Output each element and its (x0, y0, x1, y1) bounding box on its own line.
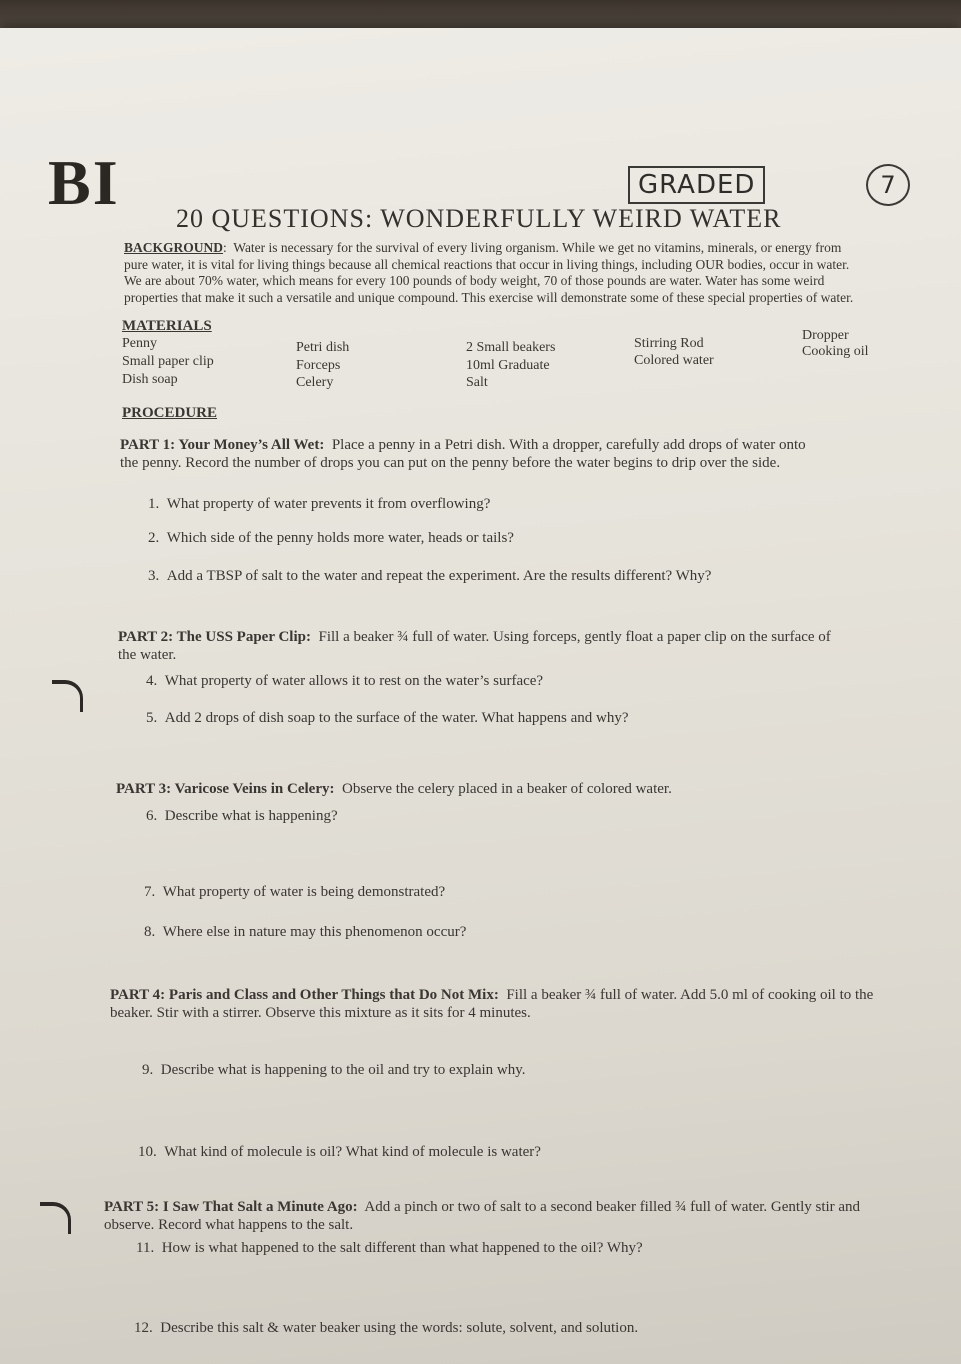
material-item: Small paper clip (122, 354, 214, 369)
question-10: 10. What kind of molecule is oil? What kind of molecule is water? (138, 1144, 541, 1160)
question-4: 4. What property of water allows it to rest on the water’s surface? (146, 673, 544, 689)
part-4-intro (110, 986, 878, 1022)
question-6: 6. Describe what is happening? (146, 808, 338, 824)
materials-heading: MATERIALS (122, 318, 212, 334)
part-5-intro (104, 1198, 904, 1234)
material-item: 2 Small beakers (466, 340, 556, 355)
background-paragraph: BACKGROUND: Water is necessary for the survival of every living organism. While we get no vitamins, minerals, or energy from pure water, it is vital for living things because all chemical reactions that occur in living things, including OUR bodies, occur in water. We are about 70% water, which means for every 100 pounds of body weight, 70 of those pounds are water. Water has some weird properties that make it such a versatile and unique compound. This exercise will demonstrate some of these special properties of water. (124, 240, 854, 305)
part-1-text: Place a penny in a Petri dish. With a dropper, carefully add drops of water onto the penny. Record the number of drops you can put on the penny before the water begins to drip over the side. (120, 437, 806, 471)
margin-mark (52, 680, 83, 712)
part-2-text: Fill a beaker ¾ full of water. Using forceps, gently float a paper clip on the surface of the water. (118, 629, 831, 663)
part-3-title: PART 3: Varicose Veins in Celery: (116, 781, 335, 797)
question-9: 9. Describe what is happening to the oil and try to explain why. (142, 1062, 526, 1078)
question-7: 7. What property of water is being demonstrated? (144, 884, 446, 900)
material-item: Dropper (802, 328, 849, 343)
question-3: 3. Add a TBSP of salt to the water and repeat the experiment. Are the results different? Why? (148, 568, 712, 584)
part-2-title: PART 2: The USS Paper Clip: (118, 629, 311, 645)
part-3-intro (116, 780, 836, 798)
worksheet-page (0, 28, 961, 1364)
graded-stamp: GRADED (628, 166, 765, 204)
margin-mark (40, 1202, 71, 1234)
part-5-title: PART 5: I Saw That Salt a Minute Ago: (104, 1199, 358, 1215)
material-item: Salt (466, 375, 488, 390)
material-item: Dish soap (122, 372, 178, 387)
material-item: Forceps (296, 358, 341, 373)
background-text: Water is necessary for the survival of every living organism. While we get no vitamins, minerals, or energy from pure water, it is vital for living things because all chemical reactions that occur in living things, including OUR bodies, occur in water. We are about 70% water, which means for every 100 pounds of body weight, 70 of those pounds are water. Water has some weird properties that make it such a versatile and unique compound. This exercise will demonstrate some of these special properties of water. (124, 240, 854, 305)
material-item: Cooking oil (802, 344, 869, 359)
background-label: BACKGROUND (124, 240, 224, 255)
material-item: Celery (296, 375, 334, 390)
material-item: Penny (122, 336, 157, 351)
procedure-heading: PROCEDURE (122, 405, 218, 421)
question-8: 8. Where else in nature may this phenomenon occur? (144, 924, 467, 940)
part-3-text: Observe the celery placed in a beaker of colored water. (342, 781, 672, 797)
big-title: BI (48, 147, 120, 218)
question-11: 11. How is what happened to the salt different than what happened to the oil? Why? (136, 1240, 643, 1256)
part-1-title: PART 1: Your Money’s All Wet: (120, 437, 325, 453)
part-4-title: PART 4: Paris and Class and Other Things that Do Not Mix: (110, 987, 499, 1003)
material-item: Petri dish (296, 340, 350, 355)
material-item: Colored water (634, 353, 714, 368)
question-12: 12. Describe this salt & water beaker using the words: solute, solvent, and solution. (134, 1320, 639, 1336)
material-item: Stirring Rod (634, 336, 704, 351)
question-5: 5. Add 2 drops of dish soap to the surface of the water. What happens and why? (146, 710, 629, 726)
question-2: 2. Which side of the penny holds more water, heads or tails? (148, 530, 514, 546)
part-1-intro (120, 436, 810, 472)
material-item: 10ml Graduate (466, 358, 550, 373)
sheet-title: 20 QUESTIONS: WONDERFULLY WEIRD WATER (176, 204, 782, 233)
part-5-text: Add a pinch or two of salt to a second beaker filled ¾ full of water. Gently stir and observe. Record what happens to the salt. (104, 1199, 861, 1233)
part-2-intro (118, 628, 838, 664)
part-4-text: Fill a beaker ¾ full of water. Add 5.0 ml of cooking oil to the beaker. Stir with a stirrer. Observe this mixture as it sits for 4 minutes. (110, 987, 874, 1021)
score-circle: 7 (866, 164, 910, 206)
question-1: 1. What property of water prevents it from overflowing? (148, 496, 491, 512)
